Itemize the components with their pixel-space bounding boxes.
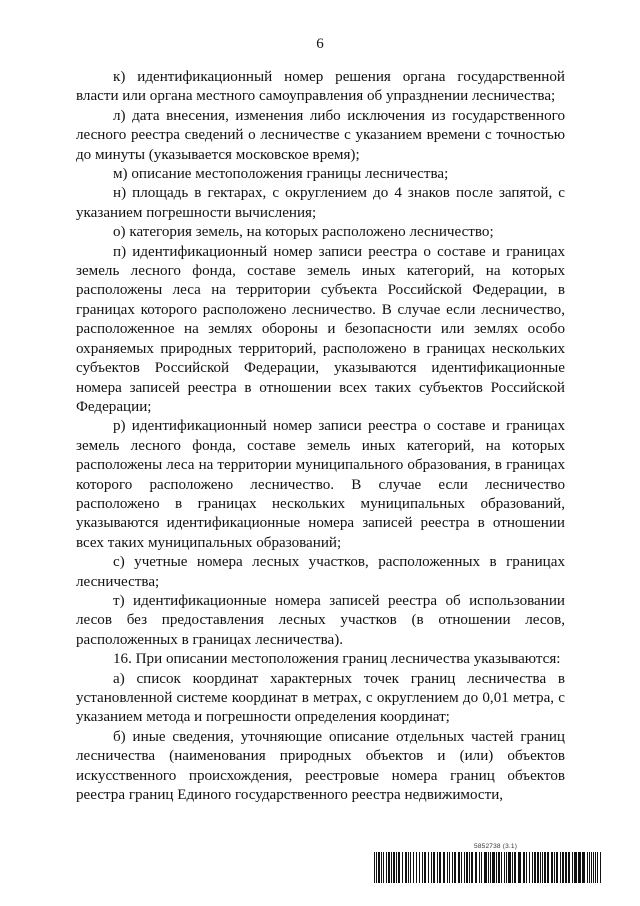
barcode-icon	[374, 852, 604, 883]
barcode	[374, 843, 604, 885]
paragraph-t: т) идентификационные номера записей реестра об использовании лесов без предоставления лесных участков (в отношении лесов, расположенных в границах лесничества).	[76, 592, 565, 648]
document-body	[76, 68, 565, 805]
paragraph-m: м) описание местоположения границы лесничества;	[113, 166, 449, 183]
paragraph-r: р) идентификационный номер записи реестра о составе и границах земель лесного фонда, составе земель иных категорий, на которых расположены леса на территории муниципального образования, в границах которого расположено лесничество. В случае если лесничество расположено в границах нескольких муниципальных образований, указываются идентификационные номера записей реестра в отношении всех таких муниципальных образований;	[76, 418, 565, 551]
paragraph-16a: а) список координат характерных точек границ лесничества в установленной системе координат в метрах, с округлением до 0,01 метра, с указанием метода и погрешности определения координат;	[76, 670, 565, 726]
paragraph-p: п) идентификационный номер записи реестра о составе и границах земель лесного фонда, составе земель иных категорий, на которых расположены леса на территории субъекта Российской Федерации, в границах которого расположено лесничество. В случае если лесничество, расположенное на землях обороны и безопасности или землях особо охраняемых природных территорий, расположено в границах нескольких субъектов Российской Федерации, указываются идентификационные номера записей реестра в отношении всех таких субъектов Российской Федерации;	[76, 243, 565, 415]
paragraph-k: к) идентификационный номер решения органа государственной власти или органа местного самоуправления об упразднении лесничества;	[76, 69, 565, 105]
barcode-number: 5852738 (3.1)	[474, 843, 518, 850]
paragraph-o: о) категория земель, на которых расположено лесничество;	[113, 224, 494, 241]
paragraph-16b: б) иные сведения, уточняющие описание отдельных частей границ лесничества (наименования природных объектов и (или) объектов искусственного происхождения, реестровые номера границ объектов реестра границ Единого государственного реестра недвижимости,	[76, 728, 565, 804]
paragraph-n: н) площадь в гектарах, с округлением до 4 знаков после запятой, с указанием погрешности вычисления;	[76, 185, 565, 221]
page-number: 6	[316, 36, 324, 52]
paragraph-l: л) дата внесения, изменения либо исключения из государственного лесного реестра сведений о лесничестве с указанием времени с точностью до минуты (указывается московское время);	[76, 107, 565, 163]
paragraph-16: 16. При описании местоположения границ лесничества указываются:	[113, 651, 561, 668]
paragraph-s: с) учетные номера лесных участков, расположенных в границах лесничества;	[76, 554, 565, 590]
